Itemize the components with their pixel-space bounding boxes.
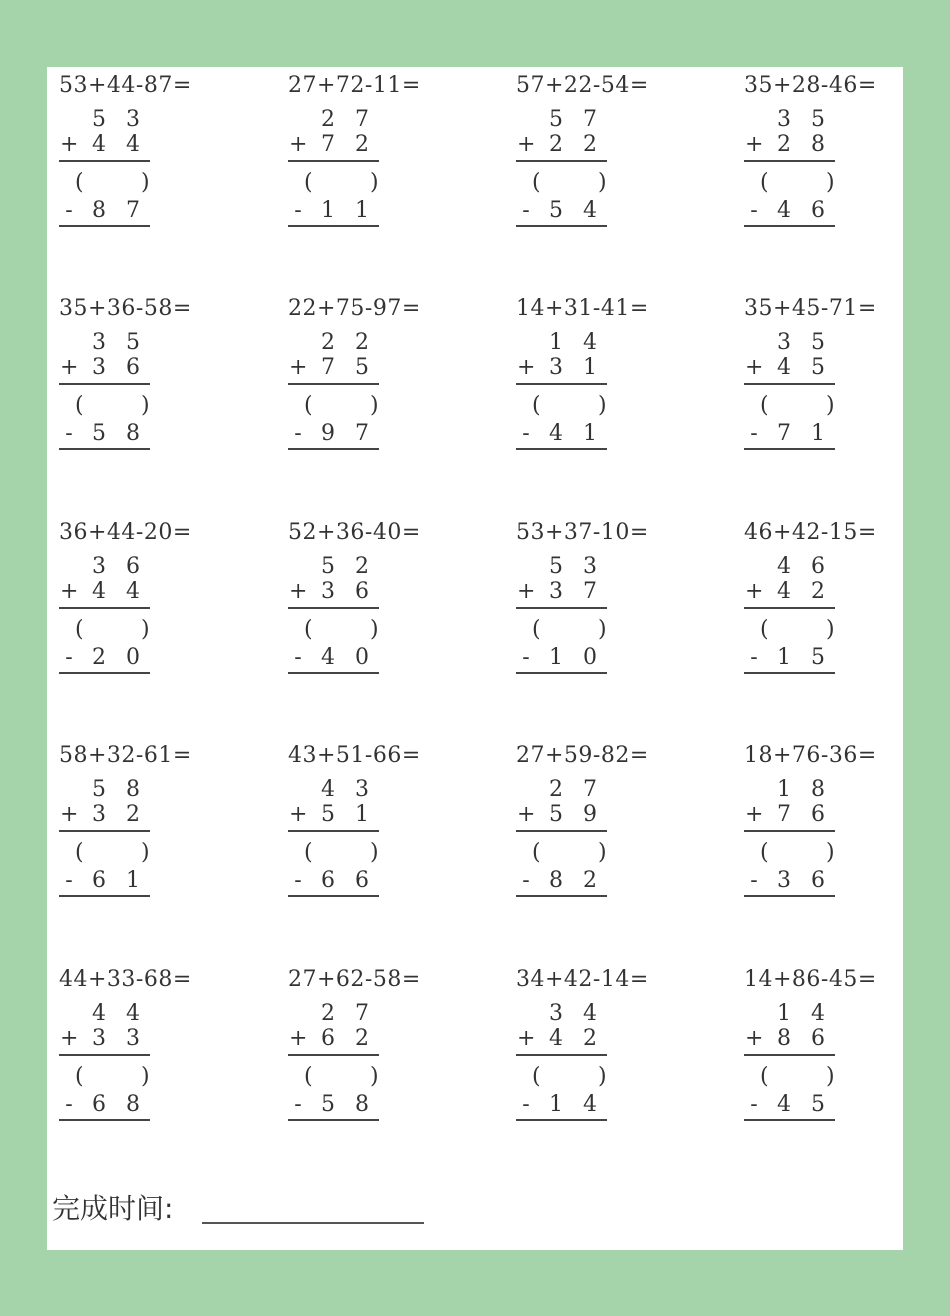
plus-sign: +	[745, 132, 764, 157]
subtrahend-ones-digit: 1	[355, 198, 369, 223]
plus-sign: +	[289, 355, 308, 380]
sum-rule-line	[288, 830, 379, 832]
addend-ones-digit: 7	[355, 107, 369, 132]
equation-text: 53+44-87=	[59, 73, 192, 98]
paren-close: )	[370, 840, 379, 865]
sum-rule-line	[288, 160, 379, 162]
equation-text: 35+36-58=	[59, 296, 192, 321]
sum-rule-line	[516, 830, 607, 832]
addend-tens-digit: 1	[777, 1001, 791, 1026]
equation-text: 35+28-46=	[744, 73, 877, 98]
problem-card	[504, 737, 714, 927]
problem-card	[276, 514, 486, 704]
addend-tens-digit: 4	[777, 554, 791, 579]
problem-card	[504, 67, 714, 257]
paren-close: )	[826, 617, 835, 642]
addend-tens-digit: 1	[549, 330, 563, 355]
addend-ones-digit: 5	[811, 355, 825, 380]
plus-sign: +	[517, 132, 536, 157]
addend-tens-digit: 5	[549, 554, 563, 579]
plus-sign: +	[745, 1026, 764, 1051]
paren-close: )	[141, 617, 150, 642]
addend-ones-digit: 2	[355, 132, 369, 157]
subtrahend-ones-digit: 5	[811, 645, 825, 670]
problem-card	[47, 737, 257, 927]
minus-sign: -	[750, 198, 758, 223]
equation-text: 44+33-68=	[59, 967, 192, 992]
addend-tens-digit: 5	[549, 107, 563, 132]
paren-open: (	[304, 617, 313, 642]
addend-tens-digit: 4	[549, 1026, 563, 1051]
equation-text: 53+37-10=	[516, 520, 649, 545]
plus-sign: +	[289, 132, 308, 157]
subtrahend-tens-digit: 1	[777, 645, 791, 670]
paren-close: )	[598, 1064, 607, 1089]
subtrahend-tens-digit: 5	[92, 421, 106, 446]
addend-ones-digit: 2	[583, 1026, 597, 1051]
paren-open: (	[532, 393, 541, 418]
subtrahend-tens-digit: 4	[321, 645, 335, 670]
addend-ones-digit: 2	[355, 330, 369, 355]
paren-open: (	[75, 393, 84, 418]
equation-text: 36+44-20=	[59, 520, 192, 545]
subtrahend-ones-digit: 0	[355, 645, 369, 670]
minus-sign: -	[65, 1092, 73, 1117]
plus-sign: +	[60, 132, 79, 157]
addend-ones-digit: 1	[355, 802, 369, 827]
problem-card	[276, 290, 486, 480]
subtrahend-tens-digit: 5	[321, 1092, 335, 1117]
equation-text: 18+76-36=	[744, 743, 877, 768]
subtrahend-ones-digit: 8	[126, 1092, 140, 1117]
addend-tens-digit: 4	[321, 777, 335, 802]
addend-tens-digit: 2	[549, 777, 563, 802]
equation-text: 27+62-58=	[288, 967, 421, 992]
addend-ones-digit: 4	[583, 330, 597, 355]
subtrahend-tens-digit: 9	[321, 421, 335, 446]
equation-text: 34+42-14=	[516, 967, 649, 992]
subtrahend-tens-digit: 4	[549, 421, 563, 446]
paren-open: (	[760, 393, 769, 418]
problem-card	[276, 737, 486, 927]
addend-ones-digit: 9	[583, 802, 597, 827]
addend-tens-digit: 5	[321, 554, 335, 579]
addend-ones-digit: 2	[126, 802, 140, 827]
addend-tens-digit: 3	[92, 355, 106, 380]
subtrahend-ones-digit: 0	[126, 645, 140, 670]
minus-sign: -	[65, 421, 73, 446]
addend-ones-digit: 3	[355, 777, 369, 802]
addend-ones-digit: 2	[583, 132, 597, 157]
paren-close: )	[826, 393, 835, 418]
equation-text: 14+31-41=	[516, 296, 649, 321]
difference-rule-line	[59, 448, 150, 450]
paren-close: )	[370, 617, 379, 642]
minus-sign: -	[65, 645, 73, 670]
addend-tens-digit: 5	[549, 802, 563, 827]
minus-sign: -	[750, 868, 758, 893]
paren-open: (	[760, 1064, 769, 1089]
addend-tens-digit: 2	[321, 107, 335, 132]
paren-open: (	[75, 170, 84, 195]
addend-tens-digit: 3	[92, 1026, 106, 1051]
addend-tens-digit: 5	[92, 777, 106, 802]
addend-ones-digit: 6	[811, 1026, 825, 1051]
subtrahend-tens-digit: 1	[549, 1092, 563, 1117]
difference-rule-line	[288, 895, 379, 897]
sum-rule-line	[516, 1054, 607, 1056]
addend-tens-digit: 2	[321, 1001, 335, 1026]
addend-tens-digit: 3	[549, 355, 563, 380]
equation-text: 22+75-97=	[288, 296, 421, 321]
problem-card	[276, 961, 486, 1151]
addend-ones-digit: 1	[583, 355, 597, 380]
addend-ones-digit: 5	[126, 330, 140, 355]
minus-sign: -	[750, 1092, 758, 1117]
problem-card	[47, 67, 257, 257]
addend-tens-digit: 6	[321, 1026, 335, 1051]
problem-card	[47, 514, 257, 704]
difference-rule-line	[744, 448, 835, 450]
subtrahend-ones-digit: 4	[583, 1092, 597, 1117]
difference-rule-line	[516, 1119, 607, 1121]
addend-ones-digit: 7	[583, 777, 597, 802]
paren-open: (	[304, 840, 313, 865]
addend-tens-digit: 4	[92, 132, 106, 157]
paren-close: )	[141, 1064, 150, 1089]
paren-close: )	[370, 393, 379, 418]
addend-tens-digit: 7	[321, 132, 335, 157]
sum-rule-line	[516, 160, 607, 162]
sum-rule-line	[744, 830, 835, 832]
sum-rule-line	[59, 1054, 150, 1056]
paren-close: )	[141, 840, 150, 865]
paren-close: )	[826, 1064, 835, 1089]
subtrahend-ones-digit: 5	[811, 1092, 825, 1117]
subtrahend-tens-digit: 2	[92, 645, 106, 670]
addend-tens-digit: 3	[777, 107, 791, 132]
equation-text: 57+22-54=	[516, 73, 649, 98]
paren-close: )	[826, 170, 835, 195]
addend-tens-digit: 1	[777, 777, 791, 802]
plus-sign: +	[60, 579, 79, 604]
subtrahend-ones-digit: 2	[583, 868, 597, 893]
minus-sign: -	[294, 1092, 302, 1117]
addend-tens-digit: 2	[549, 132, 563, 157]
subtrahend-ones-digit: 6	[811, 198, 825, 223]
minus-sign: -	[522, 421, 530, 446]
addend-ones-digit: 4	[126, 132, 140, 157]
plus-sign: +	[745, 579, 764, 604]
difference-rule-line	[516, 895, 607, 897]
addend-ones-digit: 5	[355, 355, 369, 380]
paren-close: )	[598, 840, 607, 865]
sum-rule-line	[288, 607, 379, 609]
addend-ones-digit: 5	[811, 107, 825, 132]
addend-tens-digit: 5	[321, 802, 335, 827]
subtrahend-tens-digit: 3	[777, 868, 791, 893]
addend-ones-digit: 7	[583, 107, 597, 132]
minus-sign: -	[522, 1092, 530, 1117]
paren-close: )	[141, 393, 150, 418]
difference-rule-line	[516, 672, 607, 674]
problem-card	[732, 961, 942, 1151]
addend-ones-digit: 3	[126, 107, 140, 132]
addend-ones-digit: 8	[811, 132, 825, 157]
difference-rule-line	[59, 895, 150, 897]
plus-sign: +	[517, 802, 536, 827]
minus-sign: -	[65, 868, 73, 893]
addend-ones-digit: 3	[583, 554, 597, 579]
addend-ones-digit: 6	[355, 579, 369, 604]
addend-tens-digit: 3	[549, 1001, 563, 1026]
addend-tens-digit: 3	[549, 579, 563, 604]
addend-ones-digit: 8	[811, 777, 825, 802]
problem-card	[732, 737, 942, 927]
difference-rule-line	[288, 1119, 379, 1121]
equation-text: 58+32-61=	[59, 743, 192, 768]
sum-rule-line	[744, 1054, 835, 1056]
problem-card	[47, 961, 257, 1151]
sum-rule-line	[59, 607, 150, 609]
paren-open: (	[75, 840, 84, 865]
difference-rule-line	[744, 895, 835, 897]
addend-ones-digit: 4	[126, 579, 140, 604]
addend-ones-digit: 2	[811, 579, 825, 604]
addend-ones-digit: 2	[355, 1026, 369, 1051]
paren-close: )	[598, 170, 607, 195]
plus-sign: +	[517, 1026, 536, 1051]
addend-tens-digit: 7	[777, 802, 791, 827]
sum-rule-line	[288, 1054, 379, 1056]
subtrahend-ones-digit: 1	[811, 421, 825, 446]
difference-rule-line	[516, 225, 607, 227]
difference-rule-line	[288, 672, 379, 674]
addend-ones-digit: 6	[811, 554, 825, 579]
plus-sign: +	[289, 802, 308, 827]
plus-sign: +	[60, 355, 79, 380]
addend-ones-digit: 4	[811, 1001, 825, 1026]
equation-text: 27+72-11=	[288, 73, 421, 98]
subtrahend-ones-digit: 6	[355, 868, 369, 893]
completion-time-blank[interactable]	[202, 1222, 424, 1224]
problem-card	[47, 290, 257, 480]
subtrahend-ones-digit: 0	[583, 645, 597, 670]
addend-ones-digit: 5	[811, 330, 825, 355]
worksheet	[47, 67, 903, 1250]
addend-ones-digit: 6	[126, 355, 140, 380]
sum-rule-line	[516, 607, 607, 609]
addend-tens-digit: 7	[321, 355, 335, 380]
paren-open: (	[532, 1064, 541, 1089]
problem-card	[504, 290, 714, 480]
minus-sign: -	[522, 868, 530, 893]
equation-text: 46+42-15=	[744, 520, 877, 545]
minus-sign: -	[294, 645, 302, 670]
problem-card	[732, 67, 942, 257]
equation-text: 27+59-82=	[516, 743, 649, 768]
addend-tens-digit: 3	[92, 802, 106, 827]
plus-sign: +	[289, 579, 308, 604]
paren-open: (	[75, 617, 84, 642]
addend-ones-digit: 7	[583, 579, 597, 604]
addend-ones-digit: 4	[126, 1001, 140, 1026]
paren-open: (	[532, 840, 541, 865]
subtrahend-ones-digit: 8	[355, 1092, 369, 1117]
subtrahend-tens-digit: 4	[777, 1092, 791, 1117]
addend-tens-digit: 4	[92, 1001, 106, 1026]
equation-text: 52+36-40=	[288, 520, 421, 545]
plus-sign: +	[745, 802, 764, 827]
paren-open: (	[760, 840, 769, 865]
paren-close: )	[141, 170, 150, 195]
addend-tens-digit: 3	[92, 554, 106, 579]
minus-sign: -	[750, 645, 758, 670]
equation-text: 35+45-71=	[744, 296, 877, 321]
subtrahend-ones-digit: 7	[355, 421, 369, 446]
sum-rule-line	[516, 383, 607, 385]
plus-sign: +	[517, 355, 536, 380]
minus-sign: -	[294, 421, 302, 446]
paren-open: (	[304, 170, 313, 195]
addend-tens-digit: 2	[777, 132, 791, 157]
plus-sign: +	[289, 1026, 308, 1051]
addend-ones-digit: 7	[355, 1001, 369, 1026]
addend-tens-digit: 5	[92, 107, 106, 132]
subtrahend-tens-digit: 1	[549, 645, 563, 670]
paren-close: )	[598, 393, 607, 418]
subtrahend-tens-digit: 6	[321, 868, 335, 893]
subtrahend-tens-digit: 7	[777, 421, 791, 446]
subtrahend-ones-digit: 8	[126, 421, 140, 446]
addend-ones-digit: 6	[126, 554, 140, 579]
addend-tens-digit: 2	[321, 330, 335, 355]
subtrahend-tens-digit: 6	[92, 1092, 106, 1117]
difference-rule-line	[744, 225, 835, 227]
paren-open: (	[532, 617, 541, 642]
paren-open: (	[760, 170, 769, 195]
paren-open: (	[304, 1064, 313, 1089]
paren-close: )	[826, 840, 835, 865]
sum-rule-line	[744, 607, 835, 609]
minus-sign: -	[522, 645, 530, 670]
problem-card	[732, 514, 942, 704]
paren-open: (	[532, 170, 541, 195]
plus-sign: +	[745, 355, 764, 380]
addend-tens-digit: 4	[777, 579, 791, 604]
subtrahend-tens-digit: 8	[92, 198, 106, 223]
subtrahend-tens-digit: 4	[777, 198, 791, 223]
subtrahend-ones-digit: 4	[583, 198, 597, 223]
addend-ones-digit: 2	[355, 554, 369, 579]
paren-close: )	[598, 617, 607, 642]
addend-tens-digit: 4	[777, 355, 791, 380]
addend-ones-digit: 4	[583, 1001, 597, 1026]
paren-close: )	[370, 170, 379, 195]
addend-ones-digit: 6	[811, 802, 825, 827]
sum-rule-line	[288, 383, 379, 385]
subtrahend-tens-digit: 5	[549, 198, 563, 223]
sum-rule-line	[744, 383, 835, 385]
paren-close: )	[370, 1064, 379, 1089]
paren-open: (	[304, 393, 313, 418]
difference-rule-line	[59, 225, 150, 227]
minus-sign: -	[294, 198, 302, 223]
plus-sign: +	[60, 1026, 79, 1051]
paren-open: (	[75, 1064, 84, 1089]
difference-rule-line	[744, 1119, 835, 1121]
subtrahend-ones-digit: 1	[126, 868, 140, 893]
plus-sign: +	[60, 802, 79, 827]
addend-tens-digit: 3	[777, 330, 791, 355]
addend-tens-digit: 4	[92, 579, 106, 604]
problem-card	[276, 67, 486, 257]
minus-sign: -	[65, 198, 73, 223]
addend-tens-digit: 3	[92, 330, 106, 355]
plus-sign: +	[517, 579, 536, 604]
problem-card	[504, 961, 714, 1151]
difference-rule-line	[59, 1119, 150, 1121]
sum-rule-line	[744, 160, 835, 162]
problem-card	[504, 514, 714, 704]
subtrahend-ones-digit: 6	[811, 868, 825, 893]
minus-sign: -	[294, 868, 302, 893]
difference-rule-line	[744, 672, 835, 674]
minus-sign: -	[522, 198, 530, 223]
subtrahend-tens-digit: 8	[549, 868, 563, 893]
sum-rule-line	[59, 830, 150, 832]
subtrahend-tens-digit: 6	[92, 868, 106, 893]
sum-rule-line	[59, 383, 150, 385]
problem-card	[732, 290, 942, 480]
difference-rule-line	[59, 672, 150, 674]
addend-ones-digit: 3	[126, 1026, 140, 1051]
paren-open: (	[760, 617, 769, 642]
equation-text: 43+51-66=	[288, 743, 421, 768]
addend-tens-digit: 8	[777, 1026, 791, 1051]
subtrahend-tens-digit: 1	[321, 198, 335, 223]
addend-tens-digit: 3	[321, 579, 335, 604]
difference-rule-line	[288, 225, 379, 227]
difference-rule-line	[516, 448, 607, 450]
addend-ones-digit: 8	[126, 777, 140, 802]
difference-rule-line	[288, 448, 379, 450]
sum-rule-line	[59, 160, 150, 162]
completion-time-label: 完成时间:	[52, 1192, 174, 1225]
equation-text: 14+86-45=	[744, 967, 877, 992]
minus-sign: -	[750, 421, 758, 446]
subtrahend-ones-digit: 7	[126, 198, 140, 223]
subtrahend-ones-digit: 1	[583, 421, 597, 446]
